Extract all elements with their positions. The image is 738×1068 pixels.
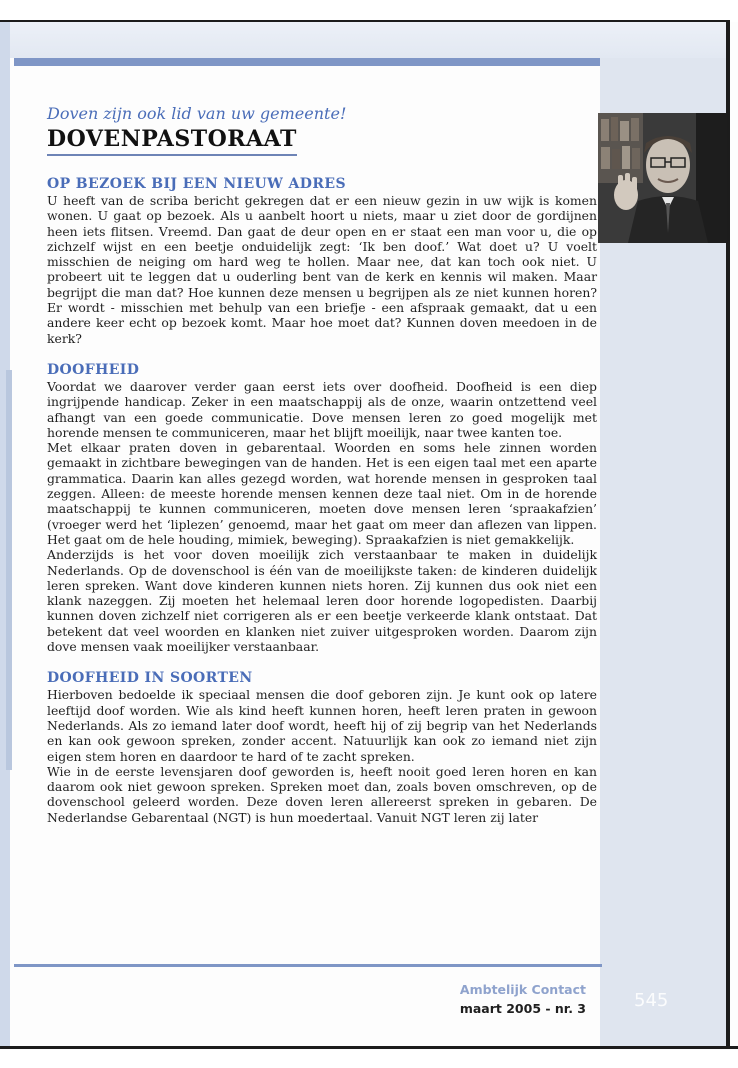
article-subtitle: Doven zijn ook lid van uw gemeente! bbox=[47, 104, 347, 123]
left-margin-shade bbox=[6, 370, 12, 770]
footer-brand bbox=[460, 982, 586, 1016]
section-heading-bezoek: OP BEZOEK BIJ EEN NIEUW ADRES bbox=[47, 176, 346, 192]
page-bottom-edge bbox=[0, 1046, 738, 1049]
top-header-band bbox=[10, 22, 726, 58]
portrait-illustration bbox=[598, 113, 727, 243]
paragraph: Anderzijds is het voor doven moeilijk zich verstaanbaar te maken in duidelijk Nederlands. Op de dovenschool is één van de moeilijkste taken: de kinderen duidelijk leren spreken. Want dove kinderen kunnen niets horen. Zij kunnen dus ook niet een klank nazeggen. Zij moeten het helemaal leren door horende logopedisten. Daarbij kunnen doven zichzelf niet corrigeren als er een beetje verkeerde klank ontstaat. Dat betekent dat veel woorden en klanken niet zuiver uitgesproken worden. Daarom zijn dove mensen vaak moeilijker verstaanbaar. bbox=[47, 547, 597, 655]
footer-issue: maart 2005 - nr. 3 bbox=[459, 1001, 586, 1016]
paragraph: Hierboven bedoelde ik speciaal mensen die doof geboren zijn. Je kunt ook op latere leeftijd doof worden. Wie als kind heeft kunnen horen, heeft leren praten in gewoon Nederlands. Als zo iemand later doof wordt, heeft hij of zij begrip van het Nederlands en kan ook gewoon spreken, zonder accent. Natuurlijk kan ook zo iemand niet zijn eigen stem horen en daardoor te hard of te zacht spreken. bbox=[47, 687, 597, 764]
portrait-photo bbox=[598, 113, 727, 243]
paragraph: Wie in de eerste levensjaren doof geworden is, heeft nooit goed leren horen en kan daarom ook niet gewoon spreken. Spreken moet dan, zoals boven omschreven, op de dovenschool geleerd worden. Deze doven leren allereerst spreken in gebaren. De Nederlandse Gebarentaal (NGT) is hun moedertaal. Vanuit NGT leren zij later bbox=[47, 763, 597, 825]
paragraph: U heeft van de scriba bericht gekregen dat er een nieuw gezin in uw wijk is komen wonen. U gaat op bezoek. Als u aanbelt hoort u niets, maar u ziet door de gordijnen heen iets flitsen. Vreemd. Dan gaat de deur open en er staat een man voor u, die op zichzelf wijst en een beetje onduidelijk zegt: ‘Ik ben doof.’ Wat doet u? U voelt misschien de neiging om hard weg te hollen. Maar nee, dat kan toch ook niet. U probeert uit te leggen dat u ouderling bent van de kerk en kennis wil maken. Maar begrijpt die man dat? Hoe kunnen deze mensen u begrijpen als ze niet kunnen horen? Er wordt - misschien met behulp van een briefje - een afspraak gemaakt, dat u een andere keer echt op bezoek komt. Maar hoe moet dat? Kunnen doven meedoen in de kerk? bbox=[47, 193, 597, 346]
article-body bbox=[47, 104, 597, 825]
page-number: 545 bbox=[634, 990, 669, 1011]
footer-journal-name: Ambtelijk Contact bbox=[459, 982, 586, 997]
article-title: DOVENPASTORAAT bbox=[47, 126, 297, 156]
section-heading-doofheid: DOOFHEID bbox=[47, 361, 140, 378]
paragraph: Voordat we daarover verder gaan eerst iets over doofheid. Doofheid is een diep ingrijpende handicap. Zeker in een maatschappij als de onze, waarin ontzettend veel afhangt van een goede communicatie. Dove mensen leren zo goed mogelijk met horende mensen te communiceren, maar het blijft moeilijk, naar twee kanten toe. bbox=[47, 378, 597, 440]
bottom-rule bbox=[14, 964, 602, 967]
page-top-edge bbox=[0, 20, 730, 22]
section-heading-soorten: DOOFHEID IN SOORTEN bbox=[47, 670, 253, 687]
top-rule bbox=[14, 58, 604, 66]
paragraph: Met elkaar praten doven in gebarentaal. Woorden en soms hele zinnen worden gemaakt in zichtbare bewegingen van de handen. Het is een eigen taal met een aparte grammatica. Daarin kan alles gezegd worden, wat horende mensen in gesproken taal zeggen. Alleen: de meeste horende mensen kennen deze taal niet. Om in de horende maatschappij te kunnen communiceren, moeten dove mensen leren ‘spraakafzien’ (vroeger werd het ‘liplezen’ genoemd, maar het gaat om meer dan aflezen van lippen. Het gaat om de hele houding, mimiek, beweging). Spraakafzien is niet gemakkelijk. bbox=[47, 440, 597, 547]
